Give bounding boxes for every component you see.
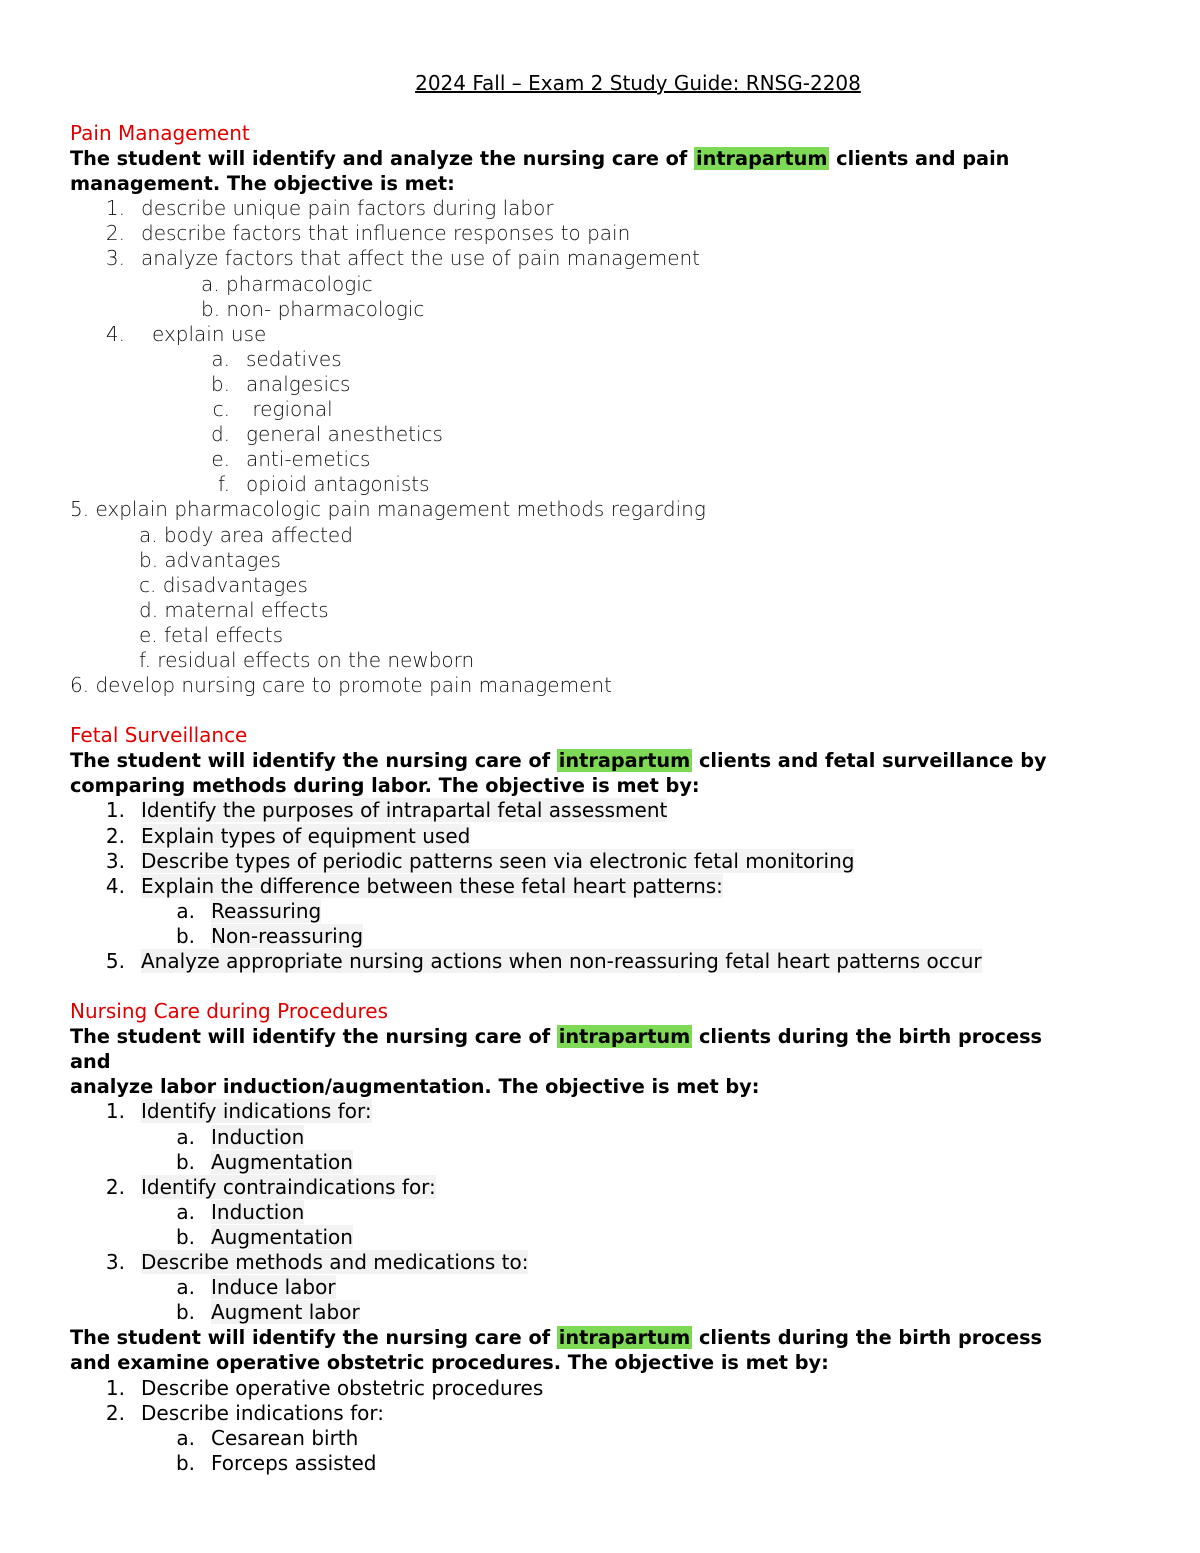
objective-operative-line2: and examine operative obstetric procedures. The objective is met by: [70,1351,829,1375]
list-item: 1. Identify the purposes of intrapartal fetal assessment [105,798,668,823]
highlight-term: intrapartum [558,1326,691,1350]
list-item: e. anti-emetics [211,447,371,472]
list-item: 2. Explain types of equipment used [105,823,471,848]
list-item: b. analgesics [210,371,351,396]
list-item: a. pharmacologic [201,271,373,296]
list-item: 2. Describe indications for: [105,1400,384,1425]
objective-fetal-line2: comparing methods during labor. The objective is met by: [70,774,700,798]
list-item: f. opioid antagonists [218,472,430,497]
list-item: a. Induce labor [176,1275,336,1300]
list-item: 5. Analyze appropriate nursing actions when non-reassuring fetal heart patterns occur [105,949,982,973]
section-heading-procedures: Nursing Care during Procedures [70,999,389,1024]
list-item: 1. Identify indications for: [105,1099,372,1124]
list-item: b. non- pharmacologic [201,296,425,321]
objective-pain: The student will identify and analyze the nursing care of intrapartum clients and pain [70,147,1010,171]
list-item: d. maternal effects [139,597,329,622]
section-heading-fetal: Fetal Surveillance [70,723,248,748]
list-item: a. Induction [176,1124,305,1149]
highlight-term: intrapartum [558,749,691,773]
list-item: b. Augment labor [175,1300,360,1325]
objective-procedures: The student will identify the nursing care of intrapartum clients during the birth process [70,1025,1043,1049]
list-item: a. body area affected [139,522,353,547]
list-item: a. sedatives [211,346,342,371]
list-item: 3. analyze factors that affect the use of pain management [105,246,701,271]
objective-fetal: The student will identify the nursing care of intrapartum clients and fetal surveillance by [70,749,1047,773]
list-item: f. residual effects on the newborn [139,647,475,672]
list-item: b. advantages [139,547,281,572]
list-item: 6. develop nursing care to promote pain management [70,673,612,698]
list-item: b. Augmentation [175,1149,353,1174]
objective-pain-line2: management. The objective is met: [70,172,455,196]
objective-procedures-line3: analyze labor induction/augmentation. The objective is met by: [70,1075,760,1099]
list-item: c. disadvantages [139,572,308,597]
highlight-term: intrapartum [696,147,828,171]
list-item: c. regional [212,397,333,422]
list-item: d. general anesthetics [210,422,443,447]
list-item: b. Non-reassuring [175,923,364,948]
list-item: a. Induction [176,1199,305,1224]
list-item: a. Cesarean birth [176,1425,359,1450]
list-item: 4. Explain the difference between these fetal heart patterns: [105,873,723,898]
highlight-term: intrapartum [558,1025,691,1049]
section-heading-pain: Pain Management [70,121,250,145]
list-item: 1. Describe operative obstetric procedures [105,1375,544,1400]
list-item: 5. explain pharmacologic pain management methods regarding [70,497,706,522]
list-item: a. Reassuring [176,898,322,923]
objective-operative: The student will identify the nursing care of intrapartum clients during the birth process [70,1326,1043,1350]
list-item: b. Forceps assisted [175,1450,377,1475]
objective-procedures-line2: and [70,1050,111,1074]
list-item: 1. describe unique pain factors during labor [105,196,554,221]
list-item: b. Augmentation [175,1224,353,1249]
list-item: 3. Describe methods and medications to: [105,1250,529,1275]
list-item: 4. explain use [105,321,267,346]
list-item: 3. Describe types of periodic patterns seen via electronic fetal monitoring [105,848,855,873]
list-item: 2. describe factors that influence responses to pain [105,221,631,246]
list-item: e. fetal effects [139,622,284,647]
document-title: 2024 Fall – Exam 2 Study Guide: RNSG-2208 [415,71,861,95]
document-body [70,121,1130,1476]
list-item: 2. Identify contraindications for: [105,1174,436,1199]
